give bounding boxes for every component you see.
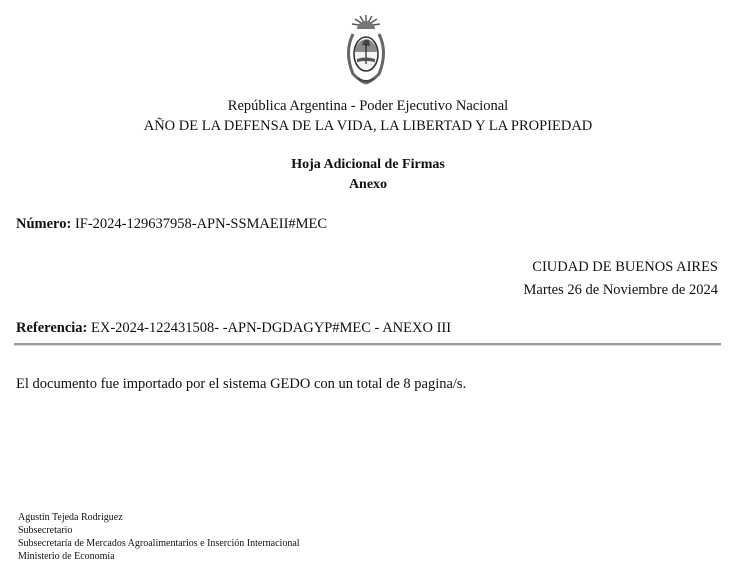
date: Martes 26 de Noviembre de 2024 xyxy=(523,282,718,298)
year-motto: AÑO DE LA DEFENSA DE LA VIDA, LA LIBERTAD Y LA PROPIEDAD xyxy=(143,118,593,134)
numero-value: IF-2024-129637958-APN-SSMAEII#MEC xyxy=(74,216,328,232)
numero-label: Número: xyxy=(16,216,72,232)
signer-ministry: Ministerio de Economía xyxy=(18,551,115,562)
referencia-value: EX-2024-122431508- -APN-DGDAGYP#MEC - ANEXO III xyxy=(91,320,452,336)
coat-of-arms-icon xyxy=(339,12,393,86)
referencia-label: Referencia: xyxy=(16,320,88,336)
numero-row xyxy=(16,216,327,233)
signer-role: Subsecretario xyxy=(18,525,73,536)
signer-office: Subsecretaría de Mercados Agroalimentarios e Inserción Internacional xyxy=(18,538,300,549)
ribbon xyxy=(358,78,374,81)
body-text: El documento fue importado por el sistema GEDO con un total de 8 pagina/s. xyxy=(16,376,467,392)
signer-name: Agustin Tejeda Rodriguez xyxy=(18,512,123,523)
signature-block xyxy=(18,511,300,563)
country-line: República Argentina - Poder Ejecutivo Nacional xyxy=(227,98,509,114)
referencia-row xyxy=(16,320,451,337)
divider xyxy=(14,343,721,346)
document-title: Hoja Adicional de Firmas xyxy=(291,157,445,172)
document-subtitle: Anexo xyxy=(348,177,388,192)
city: CIUDAD DE BUENOS AIRES xyxy=(532,259,718,275)
